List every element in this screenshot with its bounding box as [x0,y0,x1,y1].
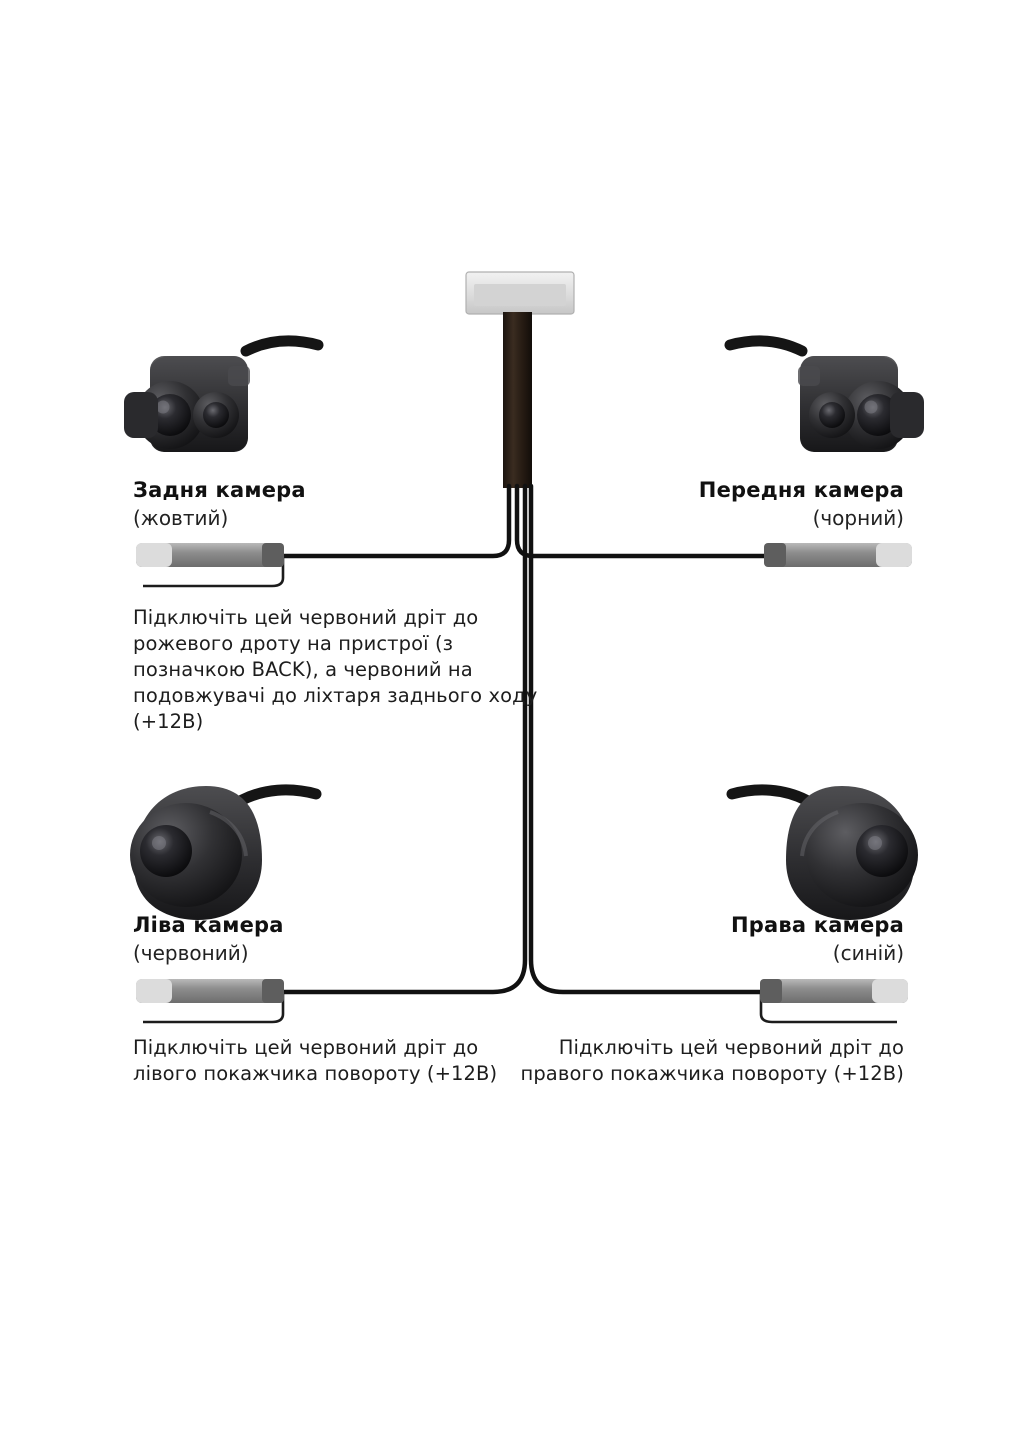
front-camera-image [730,341,924,452]
left-camera-color: (червоний) [133,940,249,965]
control-box [466,272,574,488]
left-camera-label [133,912,284,966]
right-camera-note: Підключіть цей червоний дріт до правого покажчика повороту (+12В) [520,1036,904,1085]
rear-camera-note: Підключіть цей червоний дріт до рожевого дроту на пристрої (з позначкою BACK), а червоний на подовжувачі до ліхтаря заднього ходу (+12В) [133,606,538,733]
wire-bundle [283,486,767,992]
left-camera-image [130,786,316,920]
left-connector [136,979,284,1003]
rear-connector [136,543,284,567]
front-camera-color: (чорний) [812,505,904,530]
right-camera-label [731,912,904,966]
rear-camera-image [124,341,318,452]
left-camera-note: Підключіть цей червоний дріт до лівого покажчика повороту (+12В) [133,1036,498,1085]
rear-camera-title: Задня камера [133,478,306,502]
right-camera-color: (синій) [832,940,904,965]
right-camera-title: Права камера [731,913,904,937]
rear-camera-label [133,477,306,531]
front-camera-label [699,477,904,531]
left-camera-title: Ліва камера [133,913,284,937]
rear-camera-color: (жовтий) [133,505,229,530]
right-connector [760,979,908,1003]
right-camera-image [732,786,918,920]
front-connector [764,543,912,567]
front-camera-title: Передня камера [698,478,904,502]
